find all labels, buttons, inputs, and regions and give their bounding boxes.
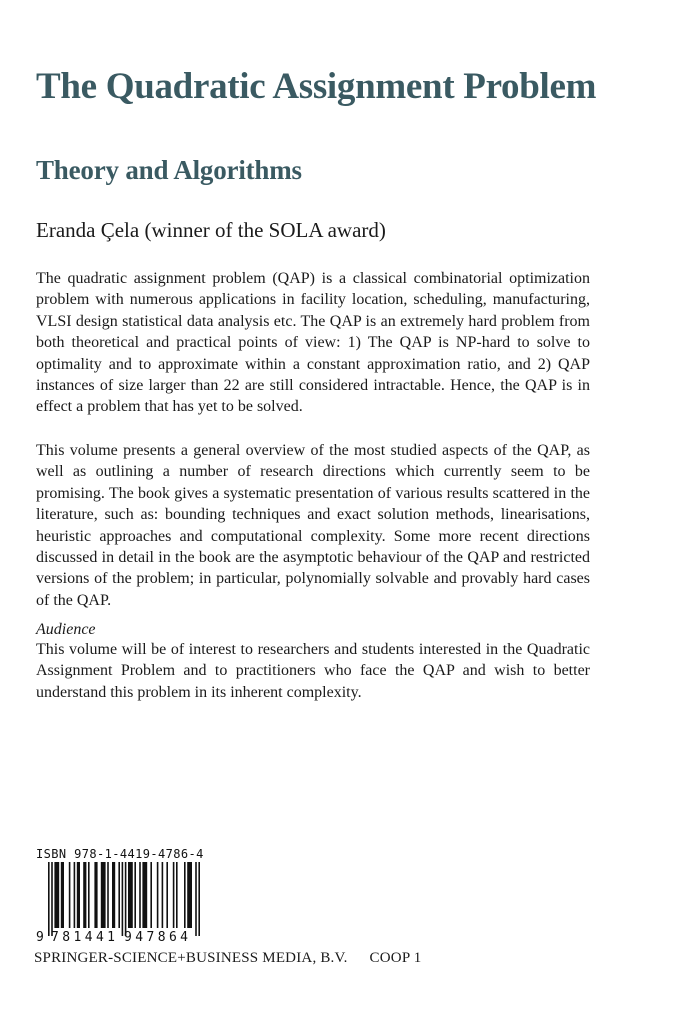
barcode-bar <box>54 862 59 928</box>
barcode-bars <box>48 862 200 936</box>
barcode-bar <box>51 862 53 936</box>
barcode-bar <box>61 862 64 928</box>
barcode-bar <box>101 862 106 928</box>
barcode-bar <box>74 862 76 928</box>
barcode-bar <box>77 862 80 928</box>
barcode-lead-digit: 9 <box>36 930 44 944</box>
barcode-bar <box>198 862 200 936</box>
barcode-bar <box>187 862 192 928</box>
barcode-bar <box>139 862 141 928</box>
barcode-bar <box>122 862 124 936</box>
barcode <box>36 862 204 944</box>
barcode-bar <box>157 862 159 928</box>
barcode-bar <box>173 862 175 928</box>
barcode-bar <box>195 862 197 936</box>
barcode-bar <box>83 862 86 928</box>
description-paragraph-1: The quadratic assignment problem (QAP) is a classical combinatorial optimization problem with numerous applications in facility location, scheduling, manufacturing, VLSI design statistical data analysis etc. The QAP is an extremely hard problem from both theoretical and practical points of view: 1) The QAP is NP-hard to solve to optimality and to approximate within a constant approximation ratio, and 2) QAP instances of size larger than 22 are still considered intractable. Hence, the QAP is in effect a problem that has yet to be solved. <box>36 270 590 416</box>
barcode-bar <box>112 862 115 928</box>
description-paragraph-2: This volume presents a general overview of the most studied aspects of the QAP, as well as outlining a number of research directions which currently seem to be promising. The book gives a systematic presentation of various results scattered in the literature, such as: bounding techniques and exact solution methods, linearisations, heuristic approaches and computational complexity. Some more recent directions discussed in detail in the book are the asymptotic behaviour of the QAP and restricted versions of the problem; in particular, polynomially solvable and provably hard cases of the QAP. <box>36 442 590 609</box>
barcode-bar <box>48 862 50 936</box>
audience-heading: Audience <box>36 621 96 638</box>
publisher-line <box>34 949 421 967</box>
barcode-bar <box>166 862 168 928</box>
audience-paragraph: This volume will be of interest to researchers and students interested in the Quadratic Assignment Problem and to practitioners who face the QAP and wish to better understand this problem in its inherent complexity. <box>36 641 590 701</box>
barcode-bar <box>142 862 147 928</box>
author-line: Eranda Çela (winner of the SOLA award) <box>36 218 386 242</box>
barcode-bar <box>134 862 136 928</box>
publisher-name: SPRINGER-SCIENCE+BUSINESS MEDIA, B.V. <box>34 950 348 966</box>
book-subtitle: Theory and Algorithms <box>36 155 302 185</box>
barcode-bar <box>94 862 97 928</box>
barcode-bar <box>69 862 71 928</box>
barcode-bar <box>128 862 133 928</box>
isbn-label: ISBN 978-1-4419-4786-4 <box>36 847 204 861</box>
book-title: The Quadratic Assignment Problem <box>36 66 597 107</box>
barcode-bar <box>107 862 109 928</box>
barcode-left-digits: 781441 <box>51 930 115 944</box>
barcode-bar <box>176 862 178 928</box>
publisher-code: COOP 1 <box>369 950 422 966</box>
barcode-number: 9 781441 947864 <box>36 862 43 863</box>
barcode-bar <box>118 862 120 928</box>
barcode-bar <box>162 862 164 928</box>
barcode-bar <box>184 862 186 928</box>
barcode-right-digits: 947864 <box>124 930 188 944</box>
barcode-bar <box>125 862 127 936</box>
barcode-bar <box>88 862 90 928</box>
barcode-bar <box>150 862 152 928</box>
